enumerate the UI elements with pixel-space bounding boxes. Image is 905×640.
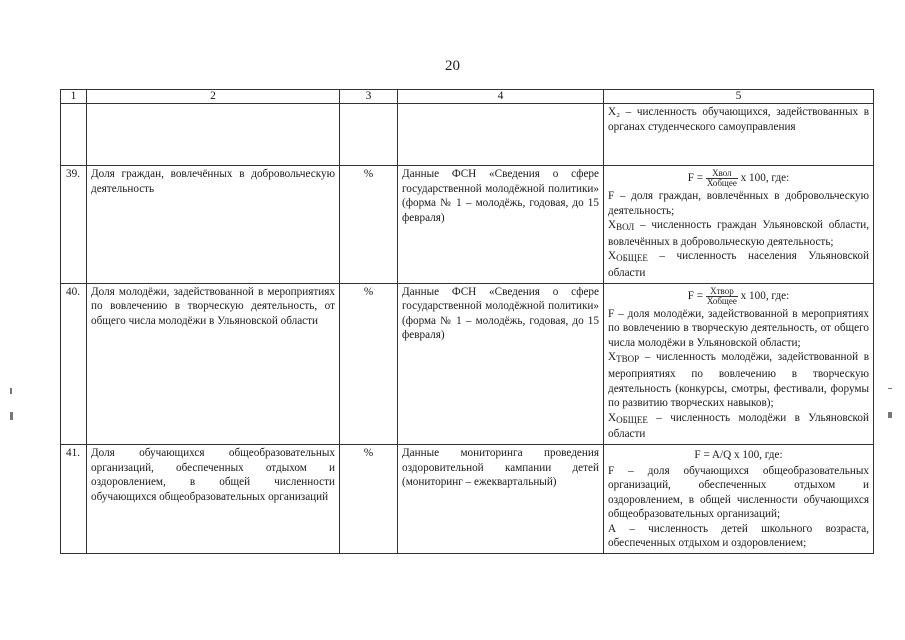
row-number: 40. xyxy=(61,283,87,444)
source-cell: Данные мониторинга проведения оздоровительной кампании детей (мониторинг – ежеквартальный) xyxy=(398,444,604,553)
definition-x-total: $Х_{ОБЩЕЕ}$ – численность населения Ульяновской области xyxy=(608,250,869,279)
definition-f: F – доля молодёжи, задействованной в мероприятиях по вовлечению в творческую деятельность, от общего числа молодёжи в Ульяновской области; xyxy=(608,307,869,349)
header-cell-4: 4 xyxy=(398,90,604,104)
table-row-41 xyxy=(61,444,874,553)
table-row-continuation xyxy=(61,104,874,166)
unit-cell: % xyxy=(340,444,398,553)
formula-fraction: $\frac{\text{Хтвор}}{\text{Хобщее}}$ xyxy=(706,285,737,306)
formula: F = $\frac{\text{Хтвор}}{\text{Хобщее}}$ х 100, где: xyxy=(687,285,790,306)
indicator-name: Доля молодёжи, задействованной в мероприятиях по вовлечению в творческую деятельность, от общего числа молодёжи в Ульяновской области xyxy=(87,283,340,444)
table-row-40 xyxy=(61,283,874,444)
table-header-row xyxy=(61,90,874,104)
unit-cell: % xyxy=(340,283,398,444)
definition-x-total: $Х_{ОБЩЕЕ}$ – численность молодёжи в Ульяновской области xyxy=(608,411,869,441)
row-number: 39. xyxy=(61,166,87,284)
header-cell-1: 1 xyxy=(61,90,87,104)
header-cell-2: 2 xyxy=(87,90,340,104)
header-cell-3: 3 xyxy=(340,90,398,104)
indicator-name: Доля обучающихся общеобразовательных организаций, обеспеченных отдыхом и оздоровлением, в общей численности обучающихся общеобразовательных организаций xyxy=(87,444,340,553)
table-row-39 xyxy=(61,166,874,284)
formula: F = A/Q х 100, где: xyxy=(694,448,783,461)
unit-cell: % xyxy=(340,166,398,284)
source-cell: Данные ФСН «Сведения о сфере государственной молодёжной политики» (форма № 1 – молодёжь, годовая, до 15 февраля) xyxy=(398,283,604,444)
formula: F = $\frac{\text{Хвол}}{\text{Хобщее}}$ х 100, где: xyxy=(687,168,790,188)
calculation-cell xyxy=(604,283,874,444)
page-number: 20 xyxy=(445,58,460,74)
scan-mark-right-2 xyxy=(888,412,892,418)
calculation-cell xyxy=(604,444,874,553)
indicators-table xyxy=(60,89,874,554)
scan-mark-left-2 xyxy=(10,412,13,420)
source-cell: Данные ФСН «Сведения о сфере государственной молодёжной политики» (форма № 1 – молодёжь, годовая, до 15 февраля) xyxy=(398,166,604,284)
calculation-cell xyxy=(604,166,874,284)
formula-fraction: $\frac{\text{Хвол}}{\text{Хобщее}}$ xyxy=(706,168,737,188)
definition-f: F – доля обучающихся общеобразовательных организаций, обеспеченных отдыхом и оздоровлением, в общей численности обучающихся общеобразовательных организаций; xyxy=(608,464,869,521)
calc-continuation: Х₂ – численность обучающихся, задействованных в органах студенческого самоуправления xyxy=(608,106,869,133)
scan-mark-left xyxy=(10,388,12,394)
definition-a: А – численность детей школьного возраста, обеспеченных отдыхом и оздоровлением; xyxy=(608,522,869,550)
row-number: 41. xyxy=(61,444,87,553)
definition-f: F – доля граждан, вовлечённых в добровольческую деятельность; xyxy=(608,190,869,217)
indicator-name: Доля граждан, вовлечённых в добровольческую деятельность xyxy=(87,166,340,284)
definition-x-tvor: $Х_{ТВОР}$ – численность молодёжи, задействованной в мероприятиях по вовлечению в творческую деятельность (конкурсы, смотры, фестивали, форумы по развитию творческих навыков); xyxy=(608,351,869,410)
definition-x-vol: $Х_{ВОЛ}$ – численность граждан Ульяновской области, вовлечённых в добровольческую деятельность; xyxy=(608,219,869,248)
scan-mark-right xyxy=(888,388,892,389)
header-cell-5: 5 xyxy=(604,90,874,104)
